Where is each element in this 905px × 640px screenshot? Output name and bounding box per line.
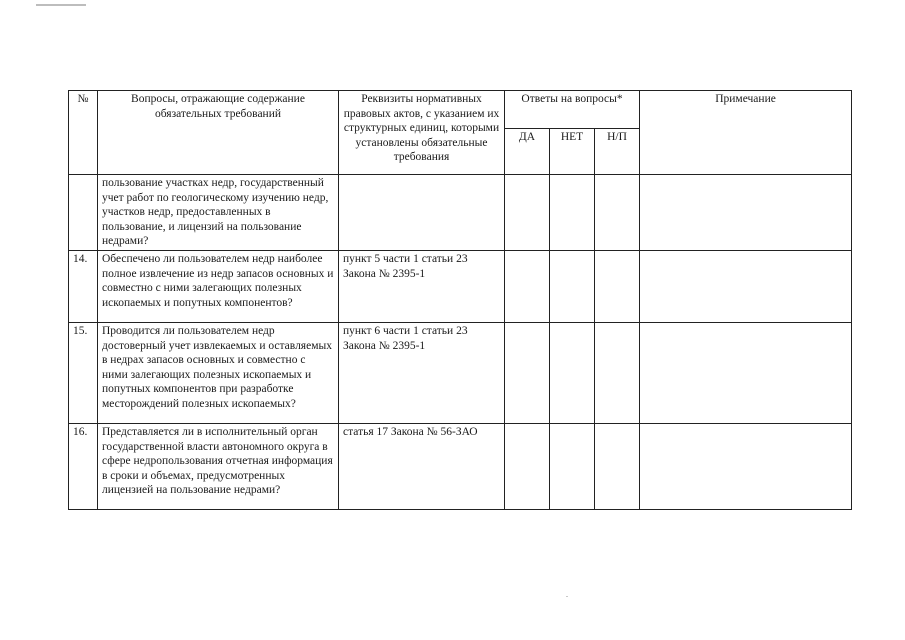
- table-row: [69, 322, 852, 423]
- row-question: Представляется ли в исполнительный орган государственной власти автономного округа в сфере недропользования отчетная информация в сроки и объемах, предусмотренных лицензией на пользование недрами?: [98, 423, 339, 509]
- answer-no-cell[interactable]: [550, 423, 595, 509]
- row-requisite: пункт 6 части 1 статьи 23 Закона № 2395-1: [339, 322, 505, 423]
- answer-na-cell[interactable]: [595, 175, 640, 251]
- table-header-row: [69, 91, 852, 129]
- answer-na-cell[interactable]: [595, 322, 640, 423]
- row-requisite: пункт 5 части 1 статьи 23 Закона № 2395-1: [339, 250, 505, 322]
- row-question: Обеспечено ли пользователем недр наиболее полное извлечение из недр запасов основных и совместно с ними залегающих полезных ископаемых и попутных компонентов?: [98, 250, 339, 322]
- header-no: НЕТ: [550, 129, 595, 175]
- note-cell[interactable]: [640, 322, 852, 423]
- note-cell[interactable]: [640, 250, 852, 322]
- scan-artifact-dot: [566, 596, 568, 597]
- table-row: [69, 423, 852, 509]
- header-note: Примечание: [640, 91, 852, 175]
- answer-yes-cell[interactable]: [505, 175, 550, 251]
- requirements-table: [68, 90, 852, 510]
- note-cell[interactable]: [640, 175, 852, 251]
- header-requisites: Реквизиты нормативных правовых актов, с указанием их структурных единиц, которыми установлены обязательные требования: [339, 91, 505, 175]
- row-num: 14.: [69, 250, 98, 322]
- answer-no-cell[interactable]: [550, 250, 595, 322]
- row-question: Проводится ли пользователем недр достоверный учет извлекаемых и оставляемых в недрах запасов основных и совместно с ними залегающих полезных ископаемых и попутных компонентов при разработке месторождений полезных ископаемых?: [98, 322, 339, 423]
- answer-na-cell[interactable]: [595, 423, 640, 509]
- row-question: пользование участках недр, государственный учет работ по геологическому изучению недр, участков недр, предоставленных в пользование, и лицензий на пользование недрами?: [98, 175, 339, 251]
- table-row: [69, 250, 852, 322]
- header-na: Н/П: [595, 129, 640, 175]
- answer-na-cell[interactable]: [595, 250, 640, 322]
- row-num: 16.: [69, 423, 98, 509]
- note-cell[interactable]: [640, 423, 852, 509]
- header-num: №: [69, 91, 98, 175]
- answer-no-cell[interactable]: [550, 322, 595, 423]
- answer-no-cell[interactable]: [550, 175, 595, 251]
- header-questions: Вопросы, отражающие содержание обязательных требований: [98, 91, 339, 175]
- answer-yes-cell[interactable]: [505, 322, 550, 423]
- table-row: [69, 175, 852, 251]
- answer-yes-cell[interactable]: [505, 423, 550, 509]
- header-yes: ДА: [505, 129, 550, 175]
- answer-yes-cell[interactable]: [505, 250, 550, 322]
- row-requisite: [339, 175, 505, 251]
- scan-artifact: [36, 4, 86, 6]
- row-num: 15.: [69, 322, 98, 423]
- row-num: [69, 175, 98, 251]
- row-requisite: статья 17 Закона № 56-ЗАО: [339, 423, 505, 509]
- header-answers: Ответы на вопросы*: [505, 91, 640, 129]
